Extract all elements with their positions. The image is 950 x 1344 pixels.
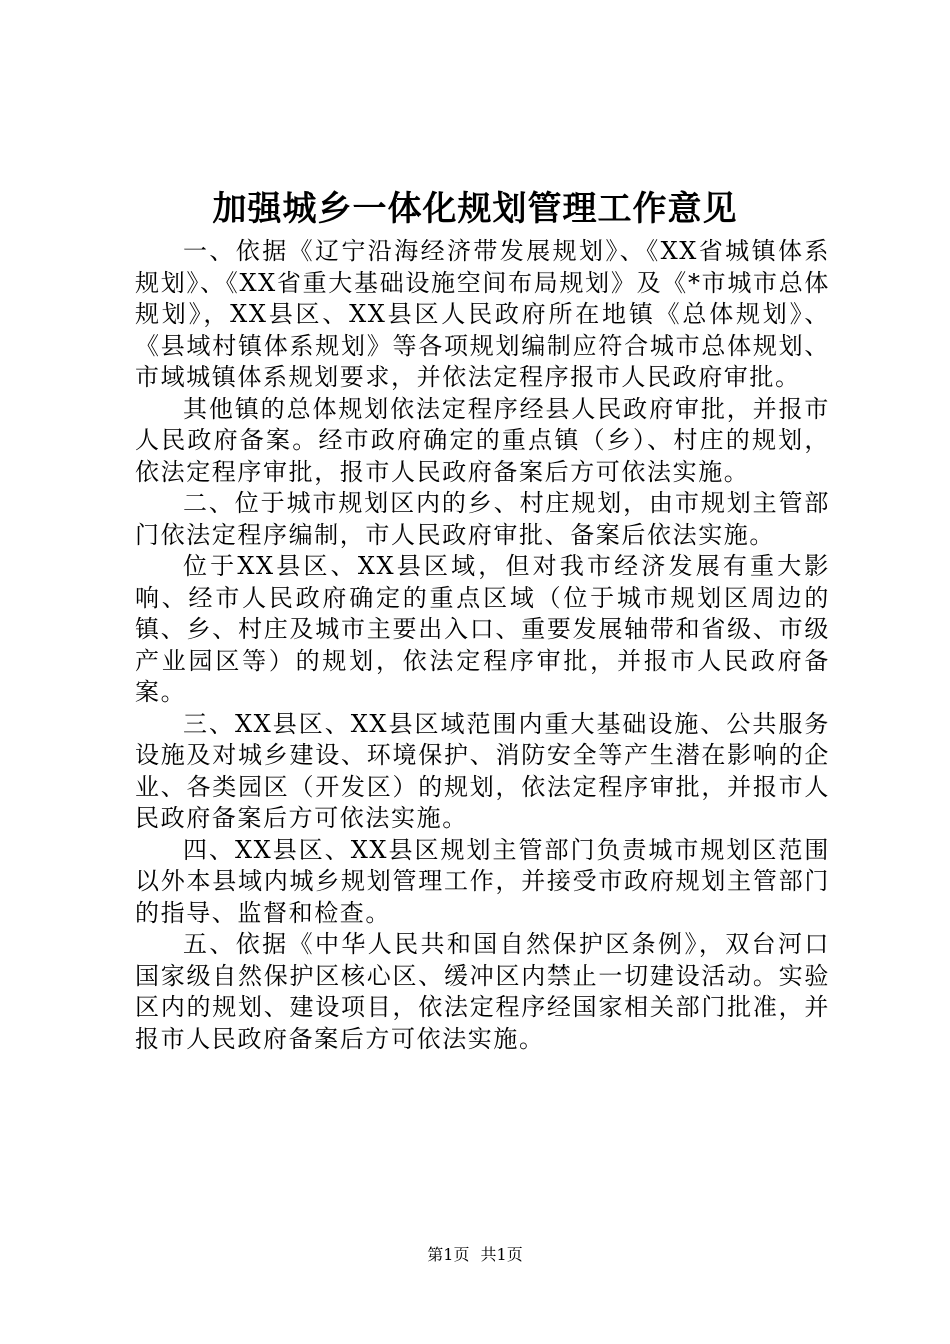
page-number: 第1页	[427, 1245, 470, 1264]
document-body	[135, 236, 830, 1055]
paragraph-6: 四、XX县区、XX县区规划主管部门负责城市规划区范围以外本县域内城乡规划管理工作，并接受市政府规划主管部门的指导、监督和检查。	[135, 835, 830, 927]
paragraph-3: 二、位于城市规划区内的乡、村庄规划，由市规划主管部门依法定程序编制，市人民政府审批、备案后依法实施。	[135, 489, 830, 549]
paragraph-1: 一、依据《辽宁沿海经济带发展规划》、《XX省城镇体系规划》、《XX省重大基础设施空间布局规划》及《*市城市总体规划》，XX县区、XX县区人民政府所在地镇《总体规划》、《县域村镇体系规划》等各项规划编制应符合城市总体规划、市域城镇体系规划要求，并依法定程序报市人民政府审批。	[135, 237, 830, 391]
paragraph-4: 位于XX县区、XX县区域，但对我市经济发展有重大影响、经市人民政府确定的重点区域（位于城市规划区周边的镇、乡、村庄及城市主要出入口、重要发展轴带和省级、市级产业园区等）的规划，依法定程序审批，并报市人民政府备案。	[135, 552, 830, 706]
paragraph-2: 其他镇的总体规划依法定程序经县人民政府审批，并报市人民政府备案。经市政府确定的重点镇（乡）、村庄的规划，依法定程序审批，报市人民政府备案后方可依法实施。	[135, 394, 830, 486]
page-footer	[0, 1244, 950, 1266]
document-title: 加强城乡一体化规划管理工作意见	[212, 189, 738, 229]
paragraph-5: 三、XX县区、XX县区域范围内重大基础设施、公共服务设施及对城乡建设、环境保护、消防安全等产生潜在影响的企业、各类园区（开发区）的规划，依法定程序审批，并报市人民政府备案后方可依法实施。	[135, 709, 830, 832]
paragraph-7: 五、依据《中华人民共和国自然保护区条例》，双台河口国家级自然保护区核心区、缓冲区内禁止一切建设活动。实验区内的规划、建设项目，依法定程序经国家相关部门批准，并报市人民政府备案后方可依法实施。	[135, 930, 830, 1053]
page-total: 共1页	[480, 1245, 523, 1264]
